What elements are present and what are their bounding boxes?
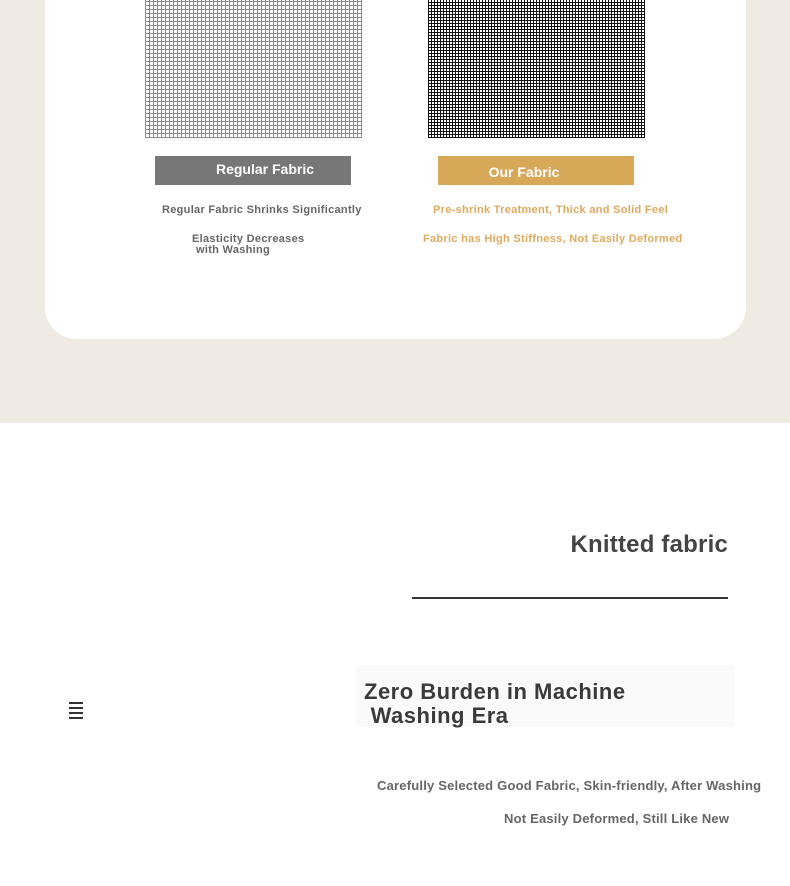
our-fabric-label [438, 156, 634, 185]
regular-desc-2a: Elasticity Decreases [192, 233, 305, 245]
menu-lines-icon [69, 702, 83, 720]
our-desc-2: Fabric has High Stiffness, Not Easily Deformed [423, 233, 683, 245]
section-divider [412, 597, 728, 599]
subtext-2: Not Easily Deformed, Still Like New [504, 811, 730, 826]
regular-fabric-swatch [145, 0, 362, 138]
our-fabric-label-text: Our Fabric [488, 163, 560, 180]
regular-desc-1: Regular Fabric Shrinks Significantly [162, 204, 362, 216]
our-fabric-swatch [428, 0, 645, 138]
regular-fabric-label [155, 156, 351, 185]
our-desc-1: Pre-shrink Treatment, Thick and Solid Feel [433, 204, 669, 216]
section-title: Knitted fabric [570, 531, 728, 558]
subtext-1: Carefully Selected Good Fabric, Skin-friendly, After Washing [377, 778, 762, 793]
regular-fabric-label-text: Regular Fabric [215, 160, 315, 177]
headline: Zero Burden in Machine Washing Era [364, 679, 626, 728]
regular-desc-2b: with Washing [196, 244, 271, 256]
